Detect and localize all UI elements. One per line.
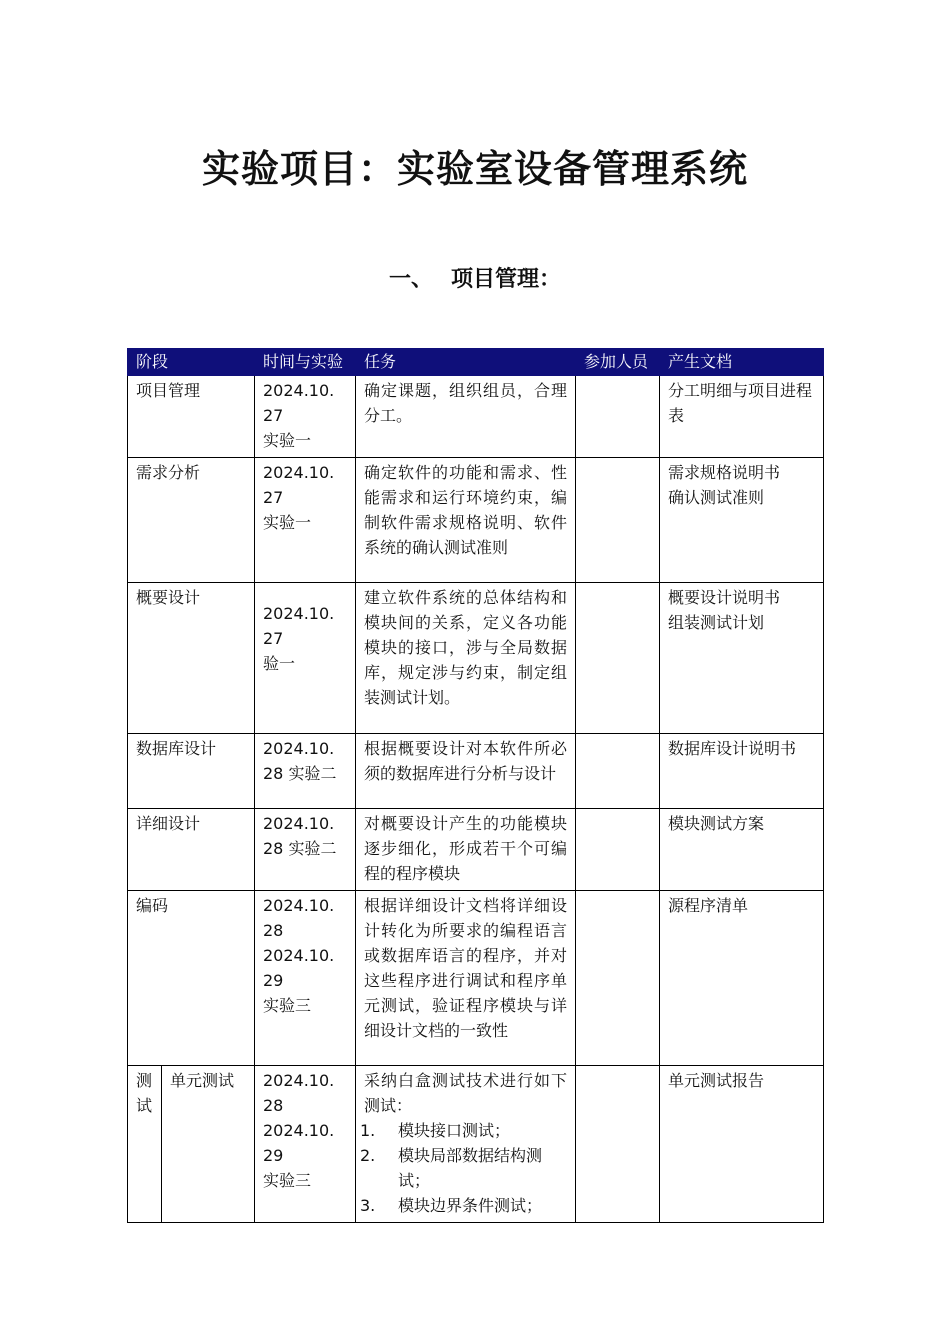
list-number: 3. bbox=[360, 1196, 376, 1215]
doc-line: 确认测试准则 bbox=[668, 488, 765, 507]
time-cell bbox=[255, 809, 356, 891]
task-cell: 建立软件系统的总体结构和模块间的关系，定义各功能模块的接口，涉与全局数据库，规定涉与约束，制定组装测试计划。 bbox=[356, 583, 576, 734]
docs-cell: 数据库设计说明书 bbox=[660, 734, 824, 809]
people-cell bbox=[576, 583, 660, 734]
time-cell bbox=[255, 734, 356, 809]
task-list bbox=[360, 1118, 567, 1218]
list-number: 2. bbox=[360, 1146, 376, 1165]
people-cell bbox=[576, 734, 660, 809]
stage-cell: 项目管理 bbox=[128, 376, 255, 458]
time-line: 27 bbox=[263, 629, 284, 648]
table-row bbox=[128, 583, 824, 734]
header-docs bbox=[660, 349, 824, 376]
stage-cell: 测试 bbox=[128, 1066, 162, 1223]
time-line: 2024.10. bbox=[263, 739, 335, 758]
header-docs-label: 产生文档 bbox=[668, 352, 733, 371]
time-line: 28 实验二 bbox=[263, 839, 337, 858]
table-row bbox=[128, 734, 824, 809]
time-cell bbox=[255, 583, 356, 734]
time-line: 28 bbox=[263, 921, 284, 940]
stage-cell: 概要设计 bbox=[128, 583, 255, 734]
people-cell bbox=[576, 1066, 660, 1223]
docs-cell: 单元测试报告 bbox=[660, 1066, 824, 1223]
header-people: 参加人员 bbox=[576, 349, 660, 376]
time-cell bbox=[255, 891, 356, 1066]
table-row bbox=[128, 809, 824, 891]
section-heading bbox=[0, 262, 950, 293]
time-line: 实验一 bbox=[263, 431, 312, 450]
docs-cell: 模块测试方案 bbox=[660, 809, 824, 891]
time-cell bbox=[255, 458, 356, 583]
header-stage: 阶段 bbox=[128, 349, 255, 376]
list-item bbox=[360, 1143, 567, 1193]
time-line: 2024.10. bbox=[263, 946, 335, 965]
table-row bbox=[128, 458, 824, 583]
people-cell bbox=[576, 809, 660, 891]
time-line: 27 bbox=[263, 406, 284, 425]
time-line: 实验三 bbox=[263, 1171, 312, 1190]
time-line: 2024.10. bbox=[263, 463, 335, 482]
people-cell bbox=[576, 376, 660, 458]
time-line: 2024.10. bbox=[263, 896, 335, 915]
people-cell bbox=[576, 458, 660, 583]
stage-cell: 需求分析 bbox=[128, 458, 255, 583]
docs-cell: 源程序清单 bbox=[660, 891, 824, 1066]
list-text: 模块接口测试； bbox=[398, 1121, 511, 1140]
time-line: 2024.10. bbox=[263, 1071, 335, 1090]
header-task: 任务 bbox=[356, 349, 576, 376]
task-cell: 确定课题，组织组员，合理分工。 bbox=[356, 376, 576, 458]
time-line: 28 实验二 bbox=[263, 764, 337, 783]
stage-cell: 编码 bbox=[128, 891, 255, 1066]
task-cell: 对概要设计产生的功能模块逐步细化，形成若干个可编程的程序模块 bbox=[356, 809, 576, 891]
time-line: 2024.10. bbox=[263, 1121, 335, 1140]
list-text: 模块边界条件测试； bbox=[398, 1196, 543, 1215]
time-line: 验一 bbox=[263, 654, 296, 673]
people-cell bbox=[576, 891, 660, 1066]
docs-cell bbox=[660, 458, 824, 583]
task-cell: 确定软件的功能和需求、性能需求和运行环境约束，编制软件需求规格说明、软件系统的确认测试准则 bbox=[356, 458, 576, 583]
stage-cell: 数据库设计 bbox=[128, 734, 255, 809]
list-item bbox=[360, 1118, 567, 1143]
list-item bbox=[360, 1193, 567, 1218]
table-row bbox=[128, 1066, 824, 1223]
time-line: 实验三 bbox=[263, 996, 312, 1015]
time-line: 28 bbox=[263, 1096, 284, 1115]
doc-line: 组装测试计划 bbox=[668, 613, 765, 632]
list-number: 1. bbox=[360, 1121, 376, 1140]
header-time: 时间与实验 bbox=[255, 349, 356, 376]
time-line: 27 bbox=[263, 488, 284, 507]
time-line: 实验一 bbox=[263, 513, 312, 532]
docs-cell: 分工明细与项目进程表 bbox=[660, 376, 824, 458]
task-intro: 采纳白盒测试技术进行如下测试： bbox=[364, 1071, 567, 1115]
time-line: 2024.10. bbox=[263, 604, 335, 623]
task-cell: 根据详细设计文档将详细设计转化为所要求的编程语言或数据库语言的程序，并对这些程序进行调试和程序单元测试，验证程序模块与详细设计文档的一致性 bbox=[356, 891, 576, 1066]
substage-cell: 单元测试 bbox=[162, 1066, 255, 1223]
document-title: 实验项目：实验室设备管理系统 bbox=[201, 147, 748, 191]
time-line: 2024.10. bbox=[263, 814, 335, 833]
list-text: 模块局部数据结构测试； bbox=[398, 1146, 543, 1190]
project-plan-table bbox=[127, 348, 824, 1223]
section-number: 一、 bbox=[388, 267, 433, 292]
doc-line: 概要设计说明书 bbox=[668, 588, 781, 607]
task-cell bbox=[356, 1066, 576, 1223]
docs-cell bbox=[660, 583, 824, 734]
time-line: 29 bbox=[263, 971, 284, 990]
table-header-row bbox=[128, 349, 824, 376]
time-cell bbox=[255, 1066, 356, 1223]
stage-cell: 详细设计 bbox=[128, 809, 255, 891]
time-cell bbox=[255, 376, 356, 458]
time-line: 2024.10. bbox=[263, 381, 335, 400]
time-line: 29 bbox=[263, 1146, 284, 1165]
task-cell: 根据概要设计对本软件所必须的数据库进行分析与设计 bbox=[356, 734, 576, 809]
table-row bbox=[128, 891, 824, 1066]
table-row bbox=[128, 376, 824, 458]
doc-line: 需求规格说明书 bbox=[668, 463, 781, 482]
section-title: 项目管理： bbox=[451, 267, 562, 292]
